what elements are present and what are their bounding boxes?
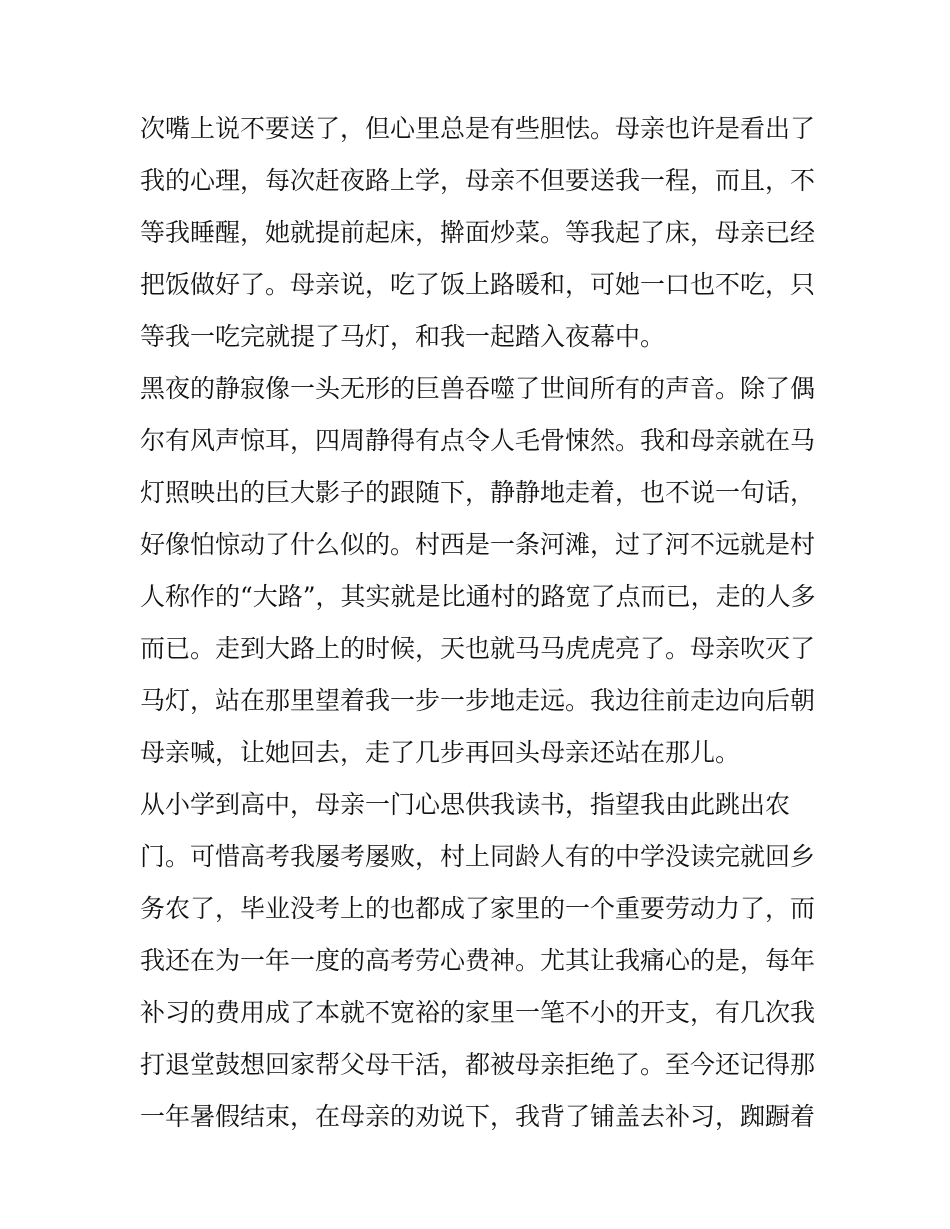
text-line: 而已。走到大路上的时候，天也就马马虎虎亮了。母亲吹灭了 bbox=[140, 634, 816, 663]
text-line: 人称作的“大路”，其实就是比通村的路宽了点而已，走的人多 bbox=[140, 582, 816, 611]
text-line: 尔有风声惊耳，四周静得有点令人毛骨悚然。我和母亲就在马 bbox=[140, 426, 816, 455]
text-line: 一年暑假结束，在母亲的劝说下，我背了铺盖去补习，踟蹰着 bbox=[140, 1102, 816, 1131]
text-line: 母亲喊，让她回去，走了几步再回头母亲还站在那儿。 bbox=[140, 738, 741, 767]
text-line: 补习的费用成了本就不宽裕的家里一笔不小的开支，有几次我 bbox=[140, 998, 816, 1027]
text-line: 马灯，站在那里望着我一步一步地走远。我边往前走边向后朝 bbox=[140, 686, 816, 715]
text-line: 门。可惜高考我屡考屡败，村上同龄人有的中学没读完就回乡 bbox=[140, 842, 816, 871]
text-line: 黑夜的静寂像一头无形的巨兽吞噬了世间所有的声音。除了偶 bbox=[140, 374, 816, 403]
text-line: 我还在为一年一度的高考劳心费神。尤其让我痛心的是，每年 bbox=[140, 946, 816, 975]
text-line: 把饭做好了。母亲说，吃了饭上路暖和，可她一口也不吃，只 bbox=[140, 270, 816, 299]
text-line: 等我一吃完就提了马灯，和我一起踏入夜幕中。 bbox=[140, 322, 666, 351]
text-line: 等我睡醒，她就提前起床，擀面炒菜。等我起了床，母亲已经 bbox=[140, 218, 816, 247]
text-line: 次嘴上说不要送了，但心里总是有些胆怯。母亲也许是看出了 bbox=[140, 114, 816, 143]
text-line: 好像怕惊动了什么似的。村西是一条河滩，过了河不远就是村 bbox=[140, 530, 816, 559]
text-line: 打退堂鼓想回家帮父母干活，都被母亲拒绝了。至今还记得那 bbox=[140, 1050, 816, 1079]
text-line: 务农了，毕业没考上的也都成了家里的一个重要劳动力了，而 bbox=[140, 894, 816, 923]
body-text bbox=[140, 103, 820, 1143]
text-line: 灯照映出的巨大影子的跟随下，静静地走着，也不说一句话， bbox=[140, 478, 816, 507]
text-line: 我的心理，每次赶夜路上学，母亲不但要送我一程，而且，不 bbox=[140, 166, 816, 195]
text-line: 从小学到高中，母亲一门心思供我读书，指望我由此跳出农 bbox=[140, 790, 791, 819]
